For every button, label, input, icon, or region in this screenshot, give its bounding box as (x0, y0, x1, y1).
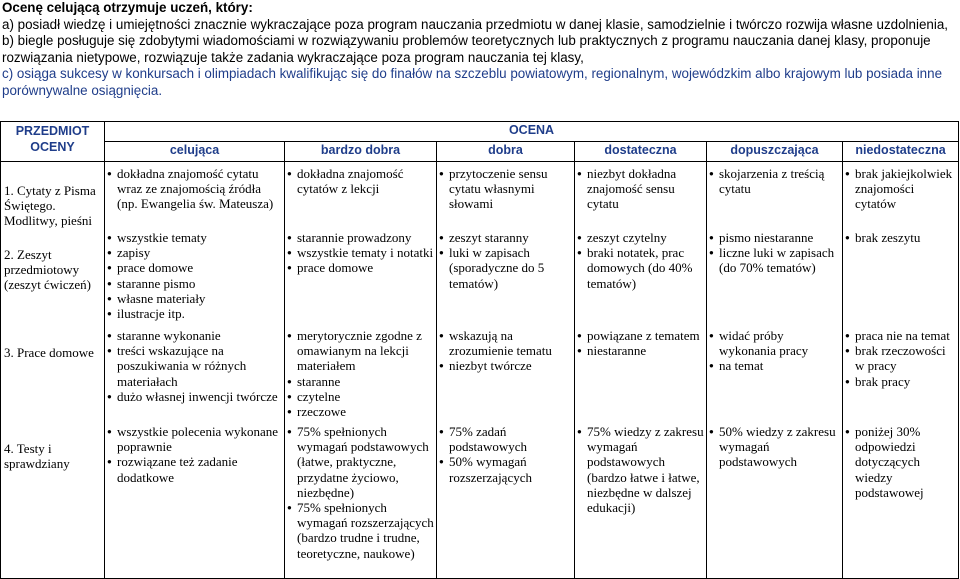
criterion-item: ● braki notatek, prac domowych (do 40% tematów) (577, 245, 704, 291)
criteria-block (845, 162, 956, 230)
criterion-item: ● czytelne (287, 389, 434, 404)
subject-header: PRZEDMIOT OCENY (1, 122, 105, 162)
criterion-item: ● brak zeszytu (845, 230, 956, 245)
criteria-block (845, 328, 956, 424)
criteria-block (577, 230, 704, 328)
criterion-item: ● poniżej 30% odpowiedzi dotyczących wiedzy podstawowej (845, 424, 956, 500)
topic-label: 1. Cytaty z Pisma Świętego. Modlitwy, pieśni (4, 183, 96, 229)
criteria-block (709, 328, 840, 424)
intro-point-a: a) posiadł wiedzę i umiejętności znacznie wykraczające poza program nauczania przedmiotu w danej klasie, samodzielnie i twórczo rozwija własne uzdolnienia, (2, 16, 948, 32)
criteria-block (439, 162, 572, 230)
criterion-item: ● skojarzenia z treścią cytatu (709, 166, 840, 196)
criteria-block (709, 230, 840, 328)
criterion-item: ● dużo własnej inwencji twórcze (107, 389, 282, 404)
grade-column-5 (843, 162, 959, 579)
intro-section (2, 0, 954, 100)
criteria-block (107, 328, 282, 424)
topic-column (1, 162, 105, 579)
grade-header-celujaca: celująca (105, 142, 285, 162)
criteria-block (439, 424, 572, 560)
criterion-item: ● brak jakiejkolwiek znajomości cytatów (845, 166, 956, 212)
criterion-item: ● staranne wykonanie (107, 328, 282, 343)
criteria-block (845, 230, 956, 328)
table-body (1, 162, 959, 579)
topic-label: 4. Testy i sprawdziany (4, 441, 70, 472)
criterion-item: ● pismo niestaranne (709, 230, 840, 245)
grade-column-3 (575, 162, 707, 579)
criterion-item: ● na temat (709, 358, 840, 373)
topic-label: 3. Prace domowe (4, 345, 94, 360)
criterion-item: ● własne materiały (107, 291, 282, 306)
criterion-item: ● zeszyt czytelny (577, 230, 704, 245)
criterion-item: ● zeszyt staranny (439, 230, 572, 245)
criterion-item: ● luki w zapisach (sporadyczne do 5 tematów) (439, 245, 572, 291)
criterion-item: ● powiązane z tematem (577, 328, 704, 343)
grade-header-dopuszczajaca: dopuszczająca (707, 142, 843, 162)
criteria-block (577, 424, 704, 560)
criterion-item: ● 75% zadań podstawowych (439, 424, 572, 454)
criteria-block (709, 162, 840, 230)
criterion-item: ● rozwiązane też zadanie dodatkowe (107, 454, 282, 484)
grading-table (0, 121, 959, 579)
grade-header-dobra: dobra (437, 142, 575, 162)
criteria-block (287, 328, 434, 424)
grade-header-bardzo-dobra: bardzo dobra (285, 142, 437, 162)
criterion-item: ● liczne luki w zapisach (do 70% tematów) (709, 245, 840, 275)
criterion-item: ● 75% spełnionych wymagań rozszerzających (bardzo trudne i trudne, teoretyczne, naukowe) (287, 500, 434, 561)
grade-column-4 (707, 162, 843, 579)
criterion-item: ● brak pracy (845, 374, 956, 389)
criterion-item: ● niestaranne (577, 343, 704, 358)
criterion-item: ● wskazują na zrozumienie tematu (439, 328, 572, 358)
criterion-item: ● staranne (287, 374, 434, 389)
intro-heading: Ocenę celującą otrzymuje uczeń, który: (2, 0, 253, 15)
criteria-block (107, 424, 282, 560)
criterion-item: ● merytorycznie zgodne z omawianym na lekcji materiałem (287, 328, 434, 374)
criterion-item: ● wszystkie tematy (107, 230, 282, 245)
criterion-item: ● brak rzeczowości w pracy (845, 343, 956, 373)
criterion-item: ● wszystkie polecenia wykonane poprawnie (107, 424, 282, 454)
criteria-block (287, 230, 434, 328)
criteria-block (577, 162, 704, 230)
grade-column-0 (105, 162, 285, 579)
intro-point-c: c) osiąga sukcesy w konkursach i olimpiadach kwalifikując się do finałów na szczeblu powiatowym, regionalnym, wojewódzkim albo krajowym lub posiada inne porównywalne osiągnięcia. (2, 66, 943, 98)
table-row (1, 162, 959, 579)
criteria-block (287, 424, 434, 560)
criterion-item: ● ilustracje itp. (107, 306, 282, 321)
criterion-item: ● wszystkie tematy i notatki (287, 245, 434, 260)
criteria-block (107, 230, 282, 328)
criterion-item: ● 75% spełnionych wymagań podstawowych (łatwe, praktyczne, przydatne życiowo, niezbędne) (287, 424, 434, 500)
criterion-item: ● 75% wiedzy z zakresu wymagań podstawowych (bardzo łatwe i łatwe, niezbędne w dalszej edukacji) (577, 424, 704, 515)
grade-header-dostateczna: dostateczna (575, 142, 707, 162)
intro-point-b: b) biegle posługuje się zdobytymi wiadomościami w rozwiązywaniu problemów teoretycznych lub praktycznych z programu nauczania danej klasy, proponuje rozwiązania nietypowe, rozwiązuje także zadania wykraczające poza program nauczania tej klasy, (2, 33, 931, 65)
criterion-item: ● prace domowe (107, 260, 282, 275)
criteria-block (107, 162, 282, 230)
criterion-item: ● zapisy (107, 245, 282, 260)
criterion-item: ● 50% wymagań rozszerzających (439, 454, 572, 484)
criterion-item: ● praca nie na temat (845, 328, 956, 343)
criterion-item: ● niezbyt dokładna znajomość sensu cytatu (577, 166, 704, 212)
criterion-item: ● widać próby wykonania pracy (709, 328, 840, 358)
criterion-item: ● staranne pismo (107, 276, 282, 291)
criterion-item: ● starannie prowadzony (287, 230, 434, 245)
grade-header-niedostateczna: niedostateczna (843, 142, 959, 162)
criteria-block (845, 424, 956, 560)
topic-label: 2. Zeszyt przedmiotowy (zeszyt ćwiczeń) (4, 247, 91, 293)
criterion-item: ● przytoczenie sensu cytatu własnymi słowami (439, 166, 572, 212)
criteria-block (577, 328, 704, 424)
criterion-item: ● treści wskazujące na poszukiwania w różnych materiałach (107, 343, 282, 389)
grade-column-2 (437, 162, 575, 579)
criterion-item: ● niezbyt twórcze (439, 358, 572, 373)
criteria-block (287, 162, 434, 230)
criterion-item: ● prace domowe (287, 260, 434, 275)
criterion-item: ● rzeczowe (287, 404, 434, 419)
criterion-item: ● 50% wiedzy z zakresu wymagań podstawowych (709, 424, 840, 470)
grade-column-1 (285, 162, 437, 579)
criteria-block (709, 424, 840, 560)
ocena-header: OCENA (105, 122, 959, 142)
criterion-item: ● dokładna znajomość cytatów z lekcji (287, 166, 434, 196)
criterion-item: ● dokładna znajomość cytatu wraz ze znajomością źródła (np. Ewangelia św. Mateusza) (107, 166, 282, 212)
criteria-block (439, 328, 572, 424)
criteria-block (439, 230, 572, 328)
